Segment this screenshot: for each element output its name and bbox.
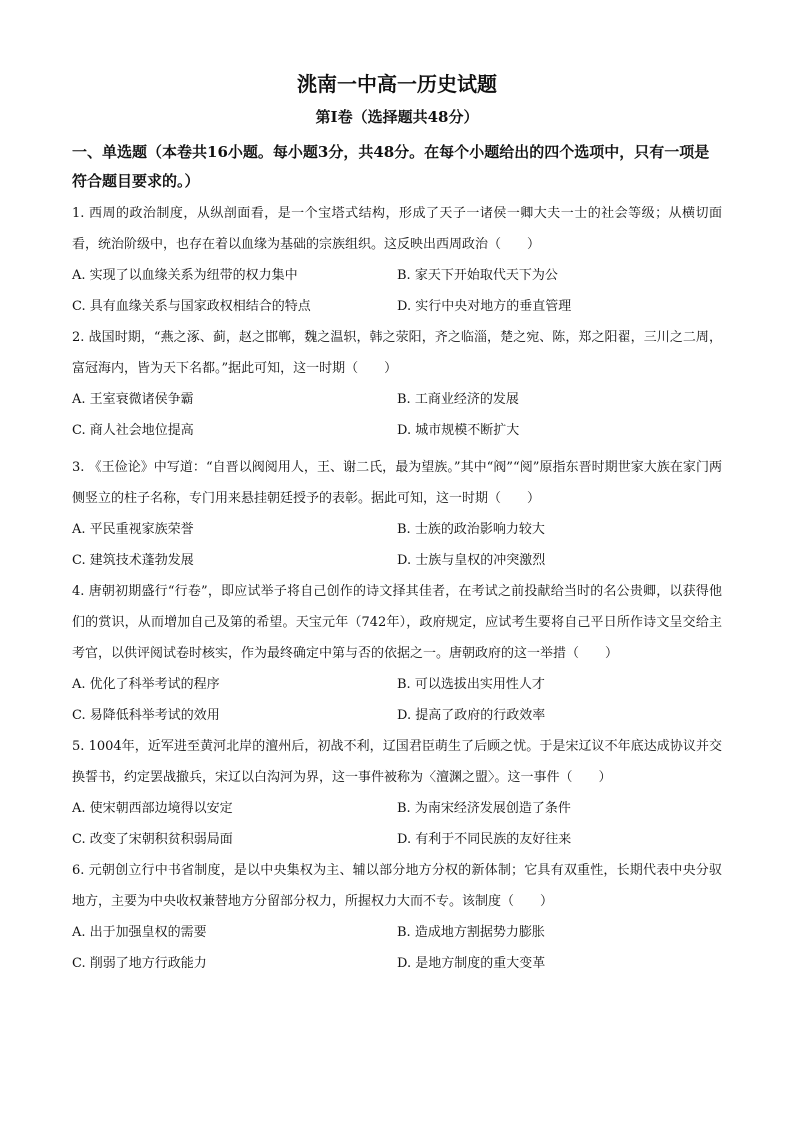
option-d: D. 士族与皇权的冲突激烈 bbox=[397, 553, 546, 568]
option-d: D. 提高了政府的行政效率 bbox=[397, 708, 546, 723]
option-a: A. 平民重视家族荣誉 bbox=[72, 522, 194, 537]
page-title: 洮南一中高一历史试题 bbox=[297, 72, 497, 96]
option-d: D. 实行中央对地方的垂直管理 bbox=[397, 299, 572, 314]
option-d: D. 城市规模不断扩大 bbox=[397, 423, 520, 438]
option-c: C. 削弱了地方行政能力 bbox=[72, 956, 207, 971]
question-stem: 2. 战国时期，“燕之涿、蓟，赵之邯郸，魏之温轵，韩之荥阳，齐之临淄，楚之宛、陈，郑之阳翟，三川之二周，富冠海内，皆为天下名都。”据此可知，这一时期（ ） bbox=[72, 330, 722, 376]
option-c: C. 改变了宋朝积贫积弱局面 bbox=[72, 832, 233, 847]
option-group bbox=[72, 384, 722, 446]
option-b: B. 工商业经济的发展 bbox=[397, 392, 519, 407]
option-group bbox=[72, 917, 722, 979]
option-group bbox=[72, 793, 722, 855]
option-c: C. 易降低科举考试的效用 bbox=[72, 708, 220, 723]
question-1 bbox=[72, 198, 722, 322]
question-stem: 4. 唐朝初期盛行“行卷”，即应试举子将自己创作的诗文择其佳者，在考试之前投献给当时的名公贵卿，以获得他们的赏识，从而增加自己及第的希望。天宝元年（742年），政府规定，应试考生要将自己平日所作诗文呈交给主考官，以供评阅试卷时核实，作为最终确定中第与否的依据之一。唐朝政府的这一举措（ ） bbox=[72, 584, 722, 661]
question-5 bbox=[72, 731, 722, 855]
option-b: B. 为南宋经济发展创造了条件 bbox=[397, 801, 571, 816]
option-b: B. 士族的政治影响力较大 bbox=[397, 522, 545, 537]
option-b: B. 可以选拔出实用性人才 bbox=[397, 677, 545, 692]
question-list bbox=[72, 198, 722, 979]
option-b: B. 家天下开始取代天下为公 bbox=[397, 268, 558, 283]
question-stem: 6. 元朝创立行中书省制度，是以中央集权为主、辅以部分地方分权的新体制；它具有双重性，长期代表中央分驭地方，主要为中央收权兼替地方分留部分权力，所握权力大而不专。该制度（ ） bbox=[72, 863, 722, 909]
question-6 bbox=[72, 855, 722, 979]
question-stem: 3. 《王俭论》中写道：“自晋以阀阅用人，王、谢二氏，最为望族。”其中“阀”“阅”原指东晋时期世家大族在家门两侧竖立的柱子名称，专门用来悬挂朝廷授予的表彰。据此可知，这一时期（ ） bbox=[72, 460, 722, 506]
option-d: D. 有利于不同民族的友好往来 bbox=[397, 832, 572, 847]
option-c: C. 建筑技术蓬勃发展 bbox=[72, 553, 194, 568]
option-group bbox=[72, 669, 722, 731]
option-d: D. 是地方制度的重大变革 bbox=[397, 956, 546, 971]
option-group bbox=[72, 260, 722, 322]
option-a: A. 使宋朝西部边境得以安定 bbox=[72, 801, 233, 816]
question-3 bbox=[72, 452, 722, 576]
question-stem: 1. 西周的政治制度，从纵剖面看，是一个宝塔式结构，形成了天子一诸侯一卿大夫一士的社会等级；从横切面看，统治阶级中，也存在着以血缘为基础的宗族组织。这反映出西周政治（ ） bbox=[72, 206, 722, 252]
question-4 bbox=[72, 576, 722, 731]
question-stem: 5. 1004年，近军进至黄河北岸的澶州后，初战不利，辽国君臣萌生了后顾之忧。于是宋辽议不年底达成协议并交换誓书，约定罢战撤兵，宋辽以白沟河为界，这一事件被称为〈澶渊之盟〉。这一事件（ ） bbox=[72, 739, 722, 785]
section-subtitle: 第Ⅰ卷（选择题共48分） bbox=[315, 108, 479, 126]
section-instructions: 一、单选题（本卷共16小题。每小题3分，共48分。在每个小题给出的四个选项中，只有一项是符合题目要求的。） bbox=[72, 143, 710, 190]
option-b: B. 造成地方割据势力膨胀 bbox=[397, 925, 545, 940]
option-a: A. 王室衰微诸侯争霸 bbox=[72, 392, 194, 407]
question-2 bbox=[72, 322, 722, 446]
option-c: C. 商人社会地位提高 bbox=[72, 423, 194, 438]
option-a: A. 优化了科举考试的程序 bbox=[72, 677, 220, 692]
option-group bbox=[72, 514, 722, 576]
option-c: C. 具有血缘关系与国家政权相结合的特点 bbox=[72, 299, 311, 314]
option-a: A. 出于加强皇权的需要 bbox=[72, 925, 207, 940]
option-a: A. 实现了以血缘关系为纽带的权力集中 bbox=[72, 268, 298, 283]
